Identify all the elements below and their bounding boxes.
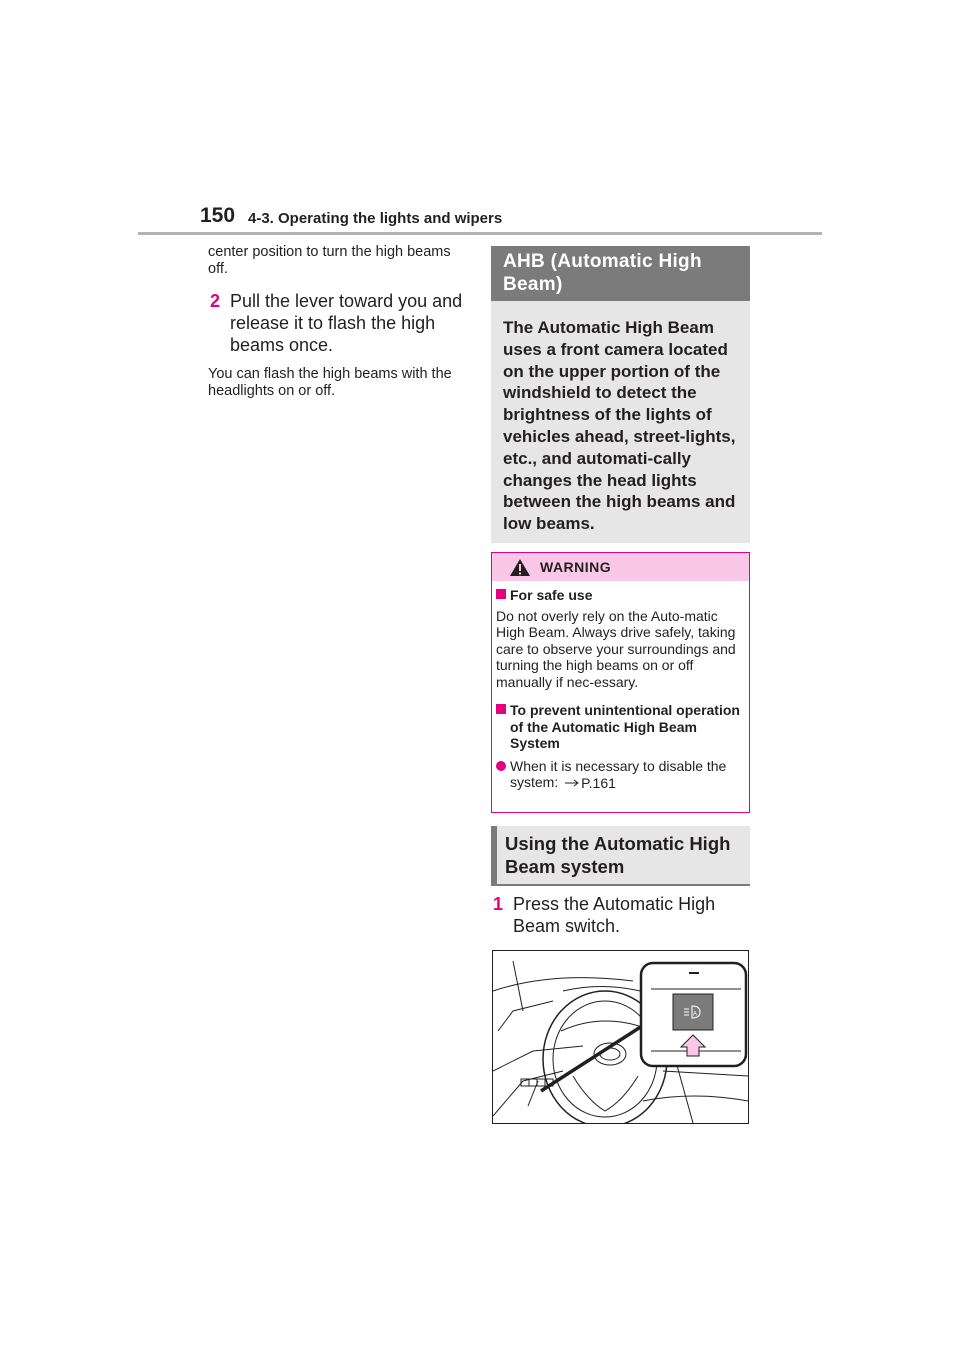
circle-bullet-icon bbox=[496, 761, 506, 771]
warning-subheading bbox=[496, 702, 745, 752]
warning-triangle-icon bbox=[509, 558, 531, 577]
dashboard-drawing bbox=[493, 951, 748, 1123]
using-ahb-heading-text: Using the Automatic High Beam system bbox=[505, 833, 731, 877]
step-text: Press the Automatic High Beam switch. bbox=[513, 894, 716, 936]
continued-text: center position to turn the high beams off. bbox=[208, 244, 451, 277]
section-title: 4-3. Operating the lights and wipers bbox=[248, 210, 503, 227]
page-reference-link[interactable] bbox=[562, 775, 616, 792]
using-ahb-heading bbox=[491, 826, 750, 886]
ahb-intro-box bbox=[491, 301, 750, 543]
warning-title: WARNING bbox=[540, 559, 612, 575]
arrow-right-icon bbox=[565, 779, 579, 787]
ahb-heading bbox=[491, 246, 750, 301]
warning-box bbox=[491, 552, 750, 813]
page-header bbox=[200, 200, 820, 232]
ahb-heading-text: AHB (Automatic High Beam) bbox=[503, 251, 702, 295]
warning-text: Do not overly rely on the Auto-matic High Beam. Always drive safely, taking care to observe your surroundings and turning the high beams on or off manually if nec-essary. bbox=[496, 607, 736, 690]
warning-subheading-text: For safe use bbox=[510, 587, 593, 603]
square-bullet-icon bbox=[496, 589, 506, 599]
ahb-intro-text: The Automatic High Beam uses a front camera located on the upper portion of the windshield to detect the brightness of the lights of vehicles ahead, street-lights, etc., and automati-cally changes the head lights between the high beams and low beams. bbox=[503, 318, 736, 534]
step-2 bbox=[208, 290, 468, 356]
step-1 bbox=[493, 893, 743, 937]
left-column bbox=[208, 244, 468, 400]
step-text: Pull the lever toward you and release it to flash the high beams once. bbox=[230, 291, 463, 355]
warning-header bbox=[492, 553, 749, 581]
warning-bullet-text: When it is necessary to disable the system: bbox=[510, 757, 727, 790]
dashboard-illustration bbox=[492, 950, 749, 1124]
svg-text:A: A bbox=[693, 1011, 698, 1018]
warning-body bbox=[492, 581, 749, 791]
step-number: 1 bbox=[493, 894, 504, 914]
warning-subheading bbox=[496, 587, 745, 604]
step-number: 2 bbox=[210, 291, 221, 311]
page-reference: P.161 bbox=[581, 774, 616, 791]
header-divider bbox=[138, 232, 822, 235]
square-bullet-icon bbox=[496, 704, 506, 714]
page-number: 150 bbox=[200, 204, 236, 227]
flash-note: You can flash the high beams with the headlights on or off. bbox=[208, 366, 452, 399]
warning-bullet bbox=[496, 758, 745, 792]
warning-subheading-text: To prevent unintentional operation of the Automatic High Beam System bbox=[510, 702, 740, 751]
